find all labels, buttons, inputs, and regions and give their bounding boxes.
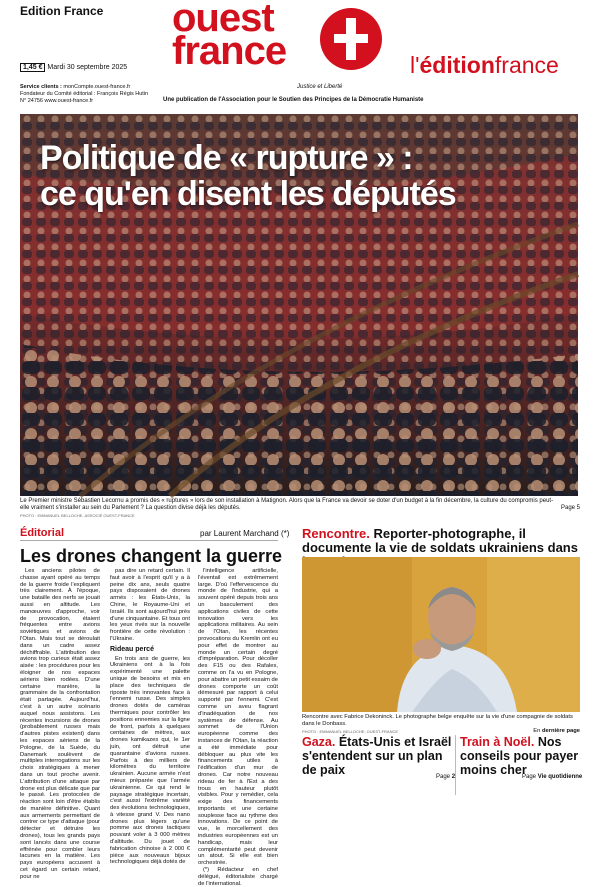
rencontre-caption-text: Rencontre avec Fabrice Dekoninck. Le photographe belge enquête sur la vie d'une compagnie de soldats dans le Donbass. [302,714,573,727]
headline-line-2: ce qu'en disent les députés [40,175,456,213]
editorial-label: Éditorial [20,527,65,539]
train-page-ref[interactable] [522,774,582,780]
editorial-author: par Laurent Marchand (*) [200,529,290,538]
editorial-footnote: (*) Rédacteur en chef délégué, éditorialiste chargé de l'international. [198,867,278,887]
train-title: Nos conseils pour payer moins cher [460,735,579,777]
rencontre-page-label: dernière page [541,728,580,734]
ouest-france-logo[interactable] [172,2,402,76]
masthead-meta [20,84,170,105]
logo-line-1: ouest [172,0,274,40]
gaza-headline[interactable] [302,735,452,777]
gaza-page-prefix: Page [436,774,451,780]
rencontre-page-prefix: En [533,728,541,734]
issue-date: Mardi 30 septembre 2025 [47,64,128,71]
gaza-kicker: Gaza. [302,735,336,749]
brand-prefix: l' [410,52,420,78]
gaza-title: États-Unis et Israël s'entendent sur un plan de paix [302,735,452,777]
brand-rest: france [494,52,559,78]
rencontre-page-ref[interactable] [533,728,580,735]
editorial-col1-text: Les anciens pilotes de chasse ayant opéré au temps de la guerre froide l'expliquent très clairement. À l'époque, une bataille des nerfs se jouait aussi en altitude. Les manœuvres d'approche, voir de provocation, étaient fréquentes entre avions soviétiques et avions de l'Otan. Mais tout se déroulait dans un cadre assez déchiffrable. L'attribution des avions trop curieux était assez aisée : les procédures pour les éloigner de nos espaces aériens bien rodées. D'une certaine manière, la grammaire de la confrontation était partagée. Aujourd'hui, c'est à un autre scénario auquel nous assistons. Les récentes incursions de drones (probablement russes mais d'autres pistes existent) dans les espaces aériens de la Pologne, de la Suède, du Danemark soulèvent de multiples interrogations sur les choix stratégiques à mener dans un tout proche avenir. L'attribution d'une attaque par drone est plus délicate que par le passé. Les protocoles de réaction sont loin d'être établis de manière définitive. Quant aux armements permettant de contrer ce type d'attaque (pour détecter et détruire les drones), tous les grands pays sont lancés dans une course effrénée pour combler leurs lacunes en la matière. Les pays européens accusent à cet égard un certain retard, pour ne [20,568,100,880]
editorial-subhead: Rideau percé [110,645,154,653]
editorial-col2-text-2: En trois ans de guerre, les Ukrainiens ont à la fois expérimenté une palette unique de besoins et mis en place des techniques de riposte très innovantes face à l'ennemi russe. Des simples drones dotés de caméras thermiques pour contrôler les positions ennemies sur la ligne de front, parfois à quelques centaines de mètres, aux drones kamikazes qui, le 1er juin, ont détruit une quarantaine d'avions russes. Parfois à des milliers de kilomètres du territoire ukrainien. Aucune armée n'est mieux préparée que l'armée ukrainienne. Ce qui rend le paysage stratégique incertain, c'est aussi l'extrême variété des évolutions technologiques, à vitesse grand V. Des nano drones plus légers qu'une pomme aux drones tactiques pouvant voler à 3 000 mètres d'altitude. Du jouet de fabrication chinoise à 2 000 € pièce aux nouveaux bijoux technologiques déjà dotés de [110,655,190,866]
editorial-col2-text: pas dire un retard certain. Il faut avoir à l'esprit qu'il y a à peine dix ans, seuls quatre pays disposaient de drones armés : les États-Unis, la Chine, le Royaume-Uni et Israël. Ils sont aujourd'hui près d'une cinquantaine. Et tous ont les yeux rivés sur la nouvelle frontière de cette révolution : l'Ukraine. [110,568,190,642]
lead-page-ref[interactable]: Page 5 [561,505,581,511]
train-kicker: Train à Noël. [460,735,535,749]
editorial-column-3 [198,568,278,887]
editorial-divider [20,540,278,541]
price-date [20,64,127,71]
logo-cross-icon [320,8,382,70]
train-page-prefix: Page [522,774,537,780]
column-divider [455,735,456,795]
train-headline[interactable] [460,735,580,777]
rencontre-photo[interactable] [302,557,580,712]
brand-bold: édition [419,52,495,78]
logo-line-2: france [172,29,287,73]
lead-caption [20,498,560,519]
tagline: Justice et Liberté [297,84,343,90]
rencontre-title: Reporter-photographe, il documente la vie de soldats ukrainiens dans [302,526,578,555]
gaza-page-ref[interactable] [436,774,455,780]
publisher-line: Une publication de l'Association pour le Soutien des Principes de la Démocratie Humaniste [163,97,424,103]
lead-headline[interactable] [40,140,456,212]
lead-photo-credit: PHOTO : EMMANUEL BELLOCHE, ASSOCIÉ OUEST-FRANCE [20,513,135,518]
service-link[interactable]: monCompte.ouest-france.fr [63,84,131,90]
service-label: Service clients : [20,84,62,90]
editorial-title[interactable]: Les drones changent la guerre [20,546,283,566]
editorial-column-2 [110,568,190,866]
headline-line-1: Politique de « rupture » : [40,139,413,177]
founder-line: Fondateur du Comité éditorial : François Régis Hutin [20,91,149,97]
lead-caption-text: Le Premier ministre Sébastien Lecornu a promis des « ruptures » lors de son installation à Matignon. Alors que la France va devoir se doter d'un budget à la fin décembre, la culture du compromis peut-elle vraiment s'installer au sein du Parlement ? La question divise déjà les députés. [20,498,554,511]
edition-label: Edition France [20,4,104,18]
gaza-page-num: 2 [451,774,456,780]
edition-brand [410,52,559,79]
logo-wordmark [172,0,287,73]
editorial-col3-text: l'intelligence artificielle, l'éventail est extrêmement large. D'où l'effervescence du monde de l'industrie, qui a souvent opéré depuis trois ans un basculement des applications civiles de cette innovation vers les applications militaires. Au sein de l'Otan, les récentes provocations du Kremlin ont eu pour effet de montrer au monde un certain degré d'impréparation. Pour décoller des F15 ou des Rafales, comme on l'a vu en Pologne, pour abattre un petit essaim de drones comporte un coût démesuré par rapport à celui supporté par l'ennemi. C'est comme un aveu flagrant d'inadéquation de nos systèmes de défense. Au sommet de l'Union européenne comme des instances de l'Otan, la réaction a été immédiate pour débloquer au plus vite les financements utiles à l'édification d'un mur de drones. Car notre nouveau rideau de fer à l'Est a des trous en hauteur plutôt visibles. Pour y remédier, cela exige des financements importants et une certaine souplesse face au rythme des innovations. De ce point de vue, le morcellement des industries européennes est un handicap, mais leur complémentarité peut devenir un atout. Si elle est bien orchestrée. [198,568,278,867]
price: 1,45 € [20,63,45,72]
rencontre-kicker: Rencontre. [302,526,370,541]
photographer-portrait [302,557,580,712]
rencontre-caption [302,714,580,736]
editorial-column-1 [20,568,100,880]
issue-number: N° 24756 www.ouest-france.fr [20,98,94,104]
rencontre-photo-credit: PHOTO : EMMANUEL BELLOCHE, OUEST-FRANCE [302,729,399,734]
train-page-label: Vie quotidienne [537,774,583,780]
